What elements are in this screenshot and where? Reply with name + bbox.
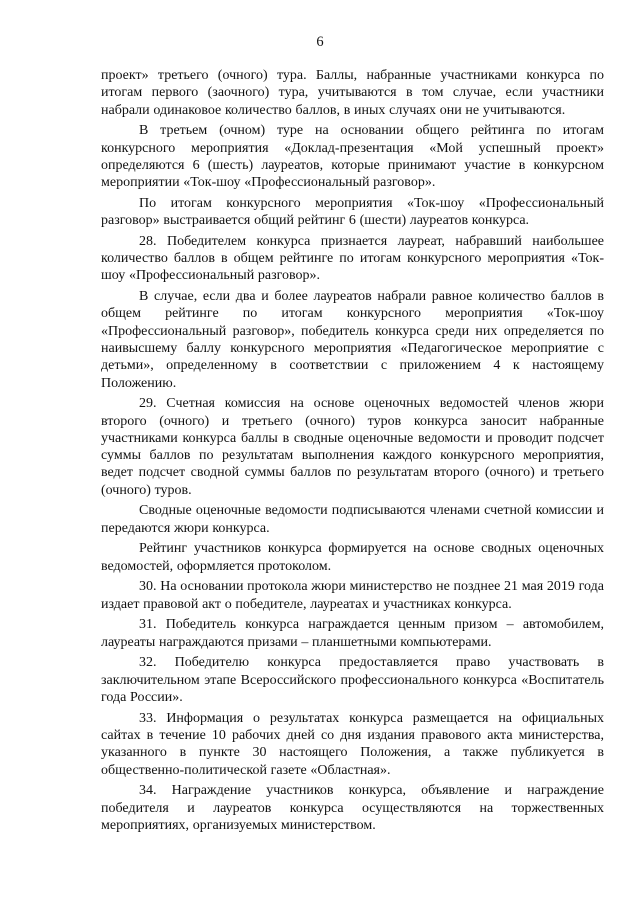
paragraph-continuation: проект» третьего (очного) тура. Баллы, набранные участниками конкурса по итогам первого (заочного) тура, учитываются в том случае, если участники набрали одинаковое количество баллов, в иных случаях они не учитываются. [101,68,604,118]
paragraph-third-round-laureates: В третьем (очном) туре на основании общего рейтинга по итогам конкурсного мероприятия «Доклад-презентация «Мой успешный проект» определяются 6 (шесть) лауреатов, которые принимают участие в конкурсном мероприятии «Ток-шоу «Профессиональный разговор». [101,123,604,191]
page-number: 6 [316,34,324,50]
paragraph-item-33: 33. Информация о результатах конкурса размещается на официальных сайтах в течение 10 рабочих дней со дня издания правового акта министерства, указанного в пункте 30 настоящего Положения, а также публикуется в общественно-политической газете «Областная». [101,710,604,778]
paragraph-talk-show-rating: По итогам конкурсного мероприятия «Ток-шоу «Профессиональный разговор» выстраивается общий рейтинг 6 (шести) лауреатов конкурса. [101,195,604,229]
paragraph-rating-protocol: Рейтинг участников конкурса формируется на основе сводных оценочных ведомостей, оформляется протоколом. [101,541,604,574]
paragraph-tie-break: В случае, если два и более лауреатов набрали равное количество баллов в общем рейтинге по итогам конкурсного мероприятия «Ток-шоу «Профессиональный разговор», победитель конкурса среди них определяется по наивысшему баллу конкурсного мероприятия «Педагогическое мероприятие с детьми», определенному в соответствии с приложением 4 к настоящему Положению. [101,289,604,391]
paragraph-item-32: 32. Победителю конкурса предоставляется право участвовать в заключительном этапе Всероссийского профессионального конкурса «Воспитатель года России». [101,655,604,705]
paragraph-summary-sheets: Сводные оценочные ведомости подписываются членами счетной комиссии и передаются жюри конкурса. [101,503,604,536]
paragraph-item-34: 34. Награждение участников конкурса, объявление и награждение победителя и лауреатов конкурса осуществляются на торжественных мероприятиях, организуемых министерством. [101,783,604,833]
paragraph-item-31: 31. Победитель конкурса награждается ценным призом – автомобилем, лауреаты награждаются призами – планшетными компьютерами. [101,617,604,650]
paragraph-item-29: 29. Счетная комиссия на основе оценочных ведомостей членов жюри второго (очного) и третьего (очного) туров конкурса заносит набранные участниками конкурса баллы в сводные оценочные ведомости и проводит подсчет суммы баллов по результатам выполнения каждого конкурсного мероприятия, ведет подсчет сводной суммы баллов по результатам второго (очного) и третьего (очного) туров. [101,396,604,498]
paragraph-item-30: 30. На основании протокола жюри министерство не позднее 21 мая 2019 года издает правовой акт о победителе, лауреатах и участниках конкурса. [101,579,604,612]
document-body [101,67,604,838]
paragraph-item-28: 28. Победителем конкурса признается лауреат, набравший наибольшее количество баллов в общем рейтинге по итогам конкурсного мероприятия «Ток-шоу «Профессиональный разговор». [101,233,604,284]
